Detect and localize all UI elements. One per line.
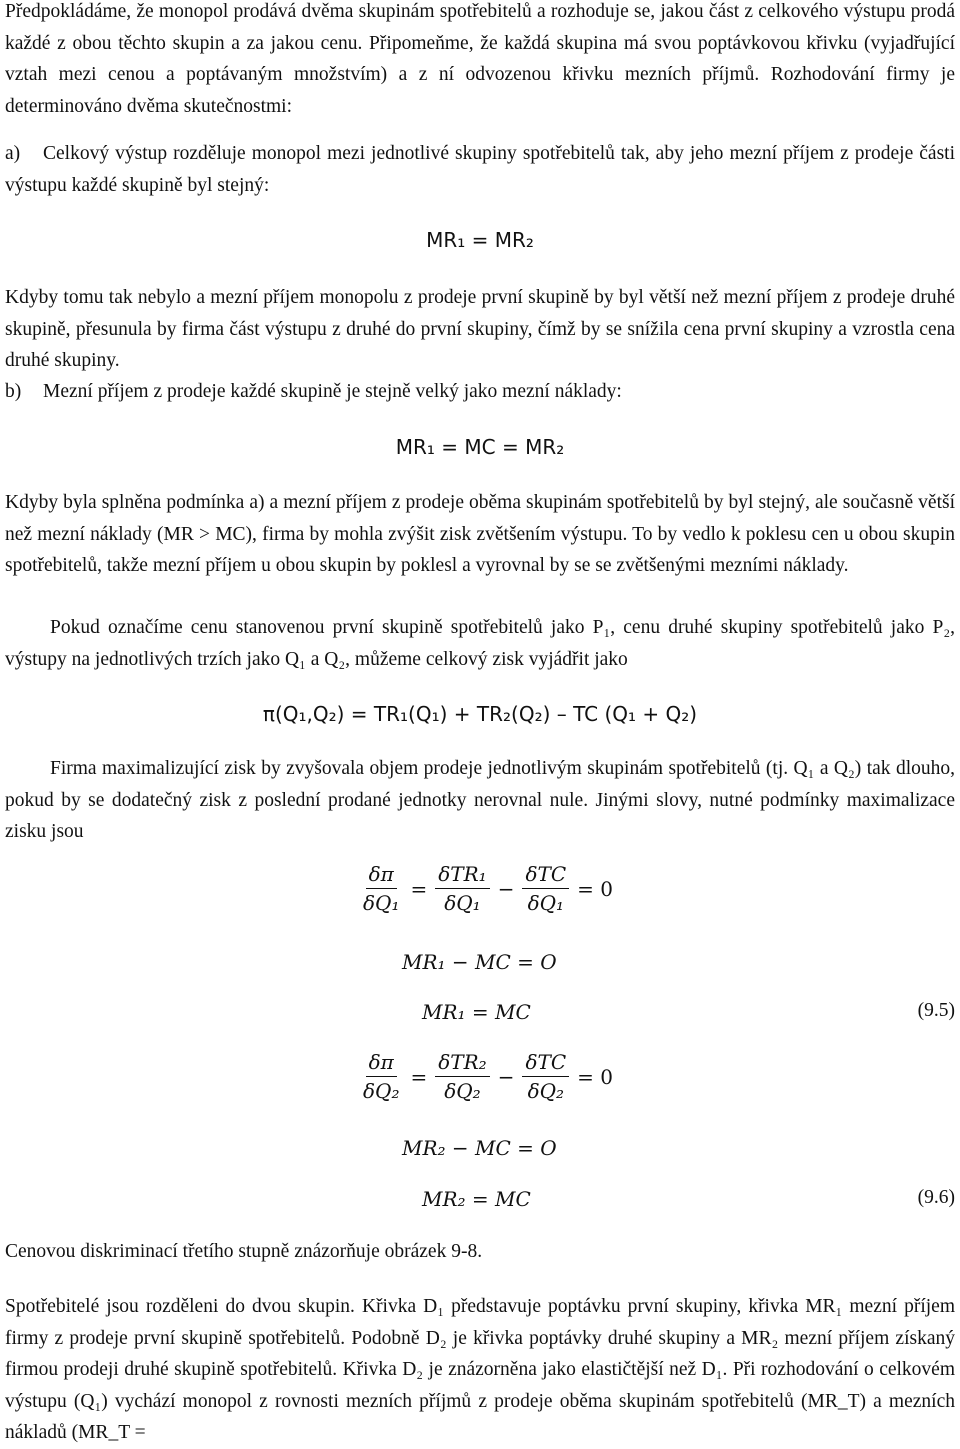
fraction-dtc-dq1: $\frac{\text{δTC}}{\text{δQ₁}}$ xyxy=(522,862,569,915)
equation-mr1-minus-mc: MR₁ − MC = O xyxy=(402,950,557,974)
equation-mr-mc: MR₁ = MC = MR₂ xyxy=(395,435,565,459)
equation-number-9-6: (9.6) xyxy=(917,1187,955,1208)
equation-derivative-q2: $\frac{\delta\pi}{\text{δQ₂}}$ = $\frac{\text{δTR₂}}{\text{δQ₂}}$ − $\frac{\text{δTC}}{\text{δQ₂}}$ = 0 xyxy=(0,1050,960,1120)
condition-a-label: a) xyxy=(5,143,21,164)
fraction-dpi-dq1: $\frac{\delta\pi}{\text{δQ₁}}$ xyxy=(363,862,400,915)
profit-definition-paragraph: Pokud označíme cenu stanovenou první skupině spotřebitelů jako P₁, cenu druhé skupiny spotřebitelů jako P₂, výstupy na jednotlivých trzích jako Q₁ a Q₂, můžeme celkový zisk vyjádřit jako xyxy=(5,617,955,670)
fraction-dtr2-dq2: $\frac{\text{δTR₂}}{\text{δQ₂}}$ xyxy=(435,1050,489,1103)
equation-number-9-5: (9.5) xyxy=(917,1000,955,1021)
equation-mr2-minus-mc: MR₂ − MC = O xyxy=(402,1136,557,1160)
fraction-dtr1-dq1: $\frac{\text{δTR₁}}{\text{δQ₁}}$ xyxy=(435,862,489,915)
fraction-dtc-dq2: $\frac{\text{δTC}}{\text{δQ₂}}$ xyxy=(522,1050,569,1103)
figure-reference: Cenovou diskriminací třetího stupně znázorňuje obrázek 9-8. xyxy=(5,1241,483,1262)
consumer-groups-paragraph: Spotřebitelé jsou rozděleni do dvou skupin. Křivka D₁ představuje poptávku první skupiny, křivka MR₁ mezní příjem firmy z prodeje první skupině spotřebitelů. Podobně D₂ je křivka poptávky druhé skupiny a MR₂ mezní příjem získaný firmou prodeji druhé skupině spotřebitelů. Křivka D₂ je znázorněna jako elastičtější než D₁. Při rozhodování o celkovém výstupu (Q₁) vychází monopol z rovnosti mezních příjmů z prodeje oběma skupinám spotřebitelů (MR_T) a mezních nákladů (MR_T = xyxy=(5,1296,955,1443)
condition-a-explanation: Kdyby tomu tak nebylo a mezní příjem monopolu z prodeje první skupině by byl větší než mezní příjem z prodeje druhé skupině, přesunula by firma část výstupu z druhé do první skupiny, čímž by se snížila cena první skupiny a vzrostla cena druhé skupiny. xyxy=(5,287,955,371)
equation-derivative-q1: $\frac{\delta\pi}{\text{δQ₁}}$ = $\frac{\text{δTR₁}}{\text{δQ₁}}$ − $\frac{\text{δTC}}{\text{δQ₁}}$ = 0 xyxy=(0,862,960,932)
fraction-dpi-dq2: $\frac{\delta\pi}{\text{δQ₂}}$ xyxy=(363,1050,400,1103)
intro-paragraph: Předpokládáme, že monopol prodává dvěma skupinám spotřebitelů a rozhoduje se, jakou část z celkového výstupu prodá každé z obou těchto skupin a za jakou cenu. Připomeňme, že každá skupina má svou poptávkovou křivku (vyjadřující vztah mezi cenou a poptávaným množstvím) a z ní odvozenou křivku mezních příjmů. Rozhodování firmy je determinováno dvěma skutečnostmi: xyxy=(5,1,955,117)
condition-a-text: Celkový výstup rozděluje monopol mezi jednotlivé skupiny spotřebitelů tak, aby jeho mezní příjem z prodeje části výstupu každé skupině byl stejný: xyxy=(5,143,955,196)
equation-mr1-equals-mc: MR₁ = MC xyxy=(422,1000,531,1024)
condition-b xyxy=(5,376,955,408)
condition-b-label: b) xyxy=(5,381,22,402)
profit-maximization-paragraph: Firma maximalizující zisk by zvyšovala objem prodeje jednotlivým skupinám spotřebitelů (tj. Q₁ a Q₂) tak dlouho, pokud by se dodatečný zisk z poslední prodané jednotky nerovnal nule. Jinými slovy, nutné podmínky maximalizace zisku jsou xyxy=(5,758,955,842)
condition-b-explanation: Kdyby byla splněna podmínka a) a mezní příjem z prodeje oběma skupinám spotřebitelů by byl stejný, ale současně větší než mezní náklady (MR > MC), firma by mohla zvýšit zisk zvětšením výstupu. To by vedlo k poklesu cen u obou skupin spotřebitelů, takže mezní příjem u obou skupin by poklesl a vyrovnal by se se zvětšenými mezními náklady. xyxy=(5,492,955,576)
equation-mr2-equals-mc: MR₂ = MC xyxy=(422,1187,531,1211)
condition-a xyxy=(5,138,955,201)
equation-profit: π(Q₁,Q₂) = TR₁(Q₁) + TR₂(Q₂) – TC (Q₁ + Q₂) xyxy=(262,702,698,726)
condition-b-text: Mezní příjem z prodeje každé skupině je stejně velký jako mezní náklady: xyxy=(43,381,622,402)
equation-mr1-mr2: MR₁ = MR₂ xyxy=(426,228,534,252)
